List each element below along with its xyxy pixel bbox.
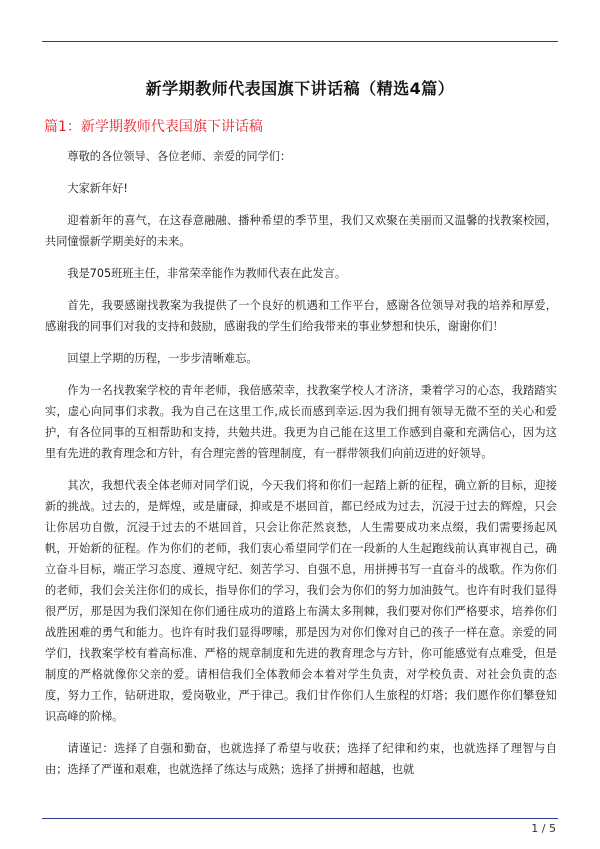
paragraph: 其次，我想代表全体老师对同学们说，今天我们将和你们一起踏上新的征程，确立新的目标，迎接新的挑战。过去的，是辉煌，或是庸碌，抑或是不堪回首，都已经成为过去，沉浸于过去的辉煌，只会让你居功自傲，沉浸于过去的不堪回首，只会让你茫然哀愁，人生需要成功来点缀，我们需要扬起风帆，开始新的征程。作为你们的老师，我们衷心希望同学们在一段新的人生起跑线前认真审视自己，确立奋斗目标，端正学习态度、遵规守纪、刻苦学习、自强不息，用拼搏书写一直奋斗的战歌。作为你们的老师，我们会关注你们的成长，指导你们的学习，我们会为你们的努力加油鼓气。也许有时我们显得很严厉，那是因为我们深知在你们通往成功的道路上布满太多荆棘，我们要对你们严格要求，培养你们战胜困难的勇气和能力。也许有时我们显得啰嗦，那是因为对你们像对自己的孩子一样在意。亲爱的同学们，找教案学校有着高标准、严格的规章制度和先进的教育理念与方针，你可能感觉有点难受，但是制度的严格就像你父亲的爱。请相信我们全体教师会本着对学生负责，对学校负责、对社会负责的态度，努力工作，钻研进取，爱岗敬业，严于律己。我们甘作你们人生旅程的灯塔；我们愿作你们攀登知识高峰的阶梯。 xyxy=(45,479,557,723)
page-number: 1 / 5 xyxy=(531,822,556,835)
document-title: 新学期教师代表国旗下讲话稿（精选4篇） xyxy=(145,79,455,98)
paragraph: 首先，我要感谢找教案为我提供了一个良好的机遇和工作平台，感谢各位领导对我的培养和厚爱，感谢我的同事们对我的支持和鼓励，感谢我的学生们给我带来的事业梦想和快乐，谢谢你们！ xyxy=(45,299,557,333)
paragraph: 尊敬的各位领导、各位老师、亲爱的同学们： xyxy=(67,150,292,163)
paragraph: 迎着新年的喜气，在这春意融融、播种希望的季节里，我们又欢聚在美丽而又温馨的找教案校园，共同憧憬新学期美好的未来。 xyxy=(45,214,557,248)
paragraph: 我是705班班主任，非常荣幸能作为教师代表在此发言。 xyxy=(67,267,347,280)
paragraph: 大家新年好! xyxy=(67,182,128,195)
paragraph: 回望上学期的历程，一步步清晰难忘。 xyxy=(67,352,258,365)
paragraph: 作为一名找教案学校的青年老师，我倍感荣幸，找教案学校人才济济，秉着学习的心态，我踏踏实实，虚心向同事们求教。我为自己在这里工作,成长而感到幸运.因为我们拥有领导无微不至的关心和爱护，有各位同事的互相帮助和支持，共勉共进。我更为自己能在这里工作感到自豪和充满信心，因为这里有先进的教育理念和方针，有合理完善的管理制度，有一群带领我们向前迈进的好领导。 xyxy=(45,384,557,460)
document-body xyxy=(45,146,557,791)
section-heading: 篇1：新学期教师代表国旗下讲话稿 xyxy=(44,119,263,135)
bottom-rule xyxy=(42,818,558,819)
paragraph: 请谨记：选择了自强和勤奋，也就选择了希望与收获；选择了纪律和约束，也就选择了理智与自由；选择了严谨和艰难，也就选择了练达与成熟；选择了拼搏和超越，也就 xyxy=(45,742,557,776)
top-rule xyxy=(42,41,558,42)
